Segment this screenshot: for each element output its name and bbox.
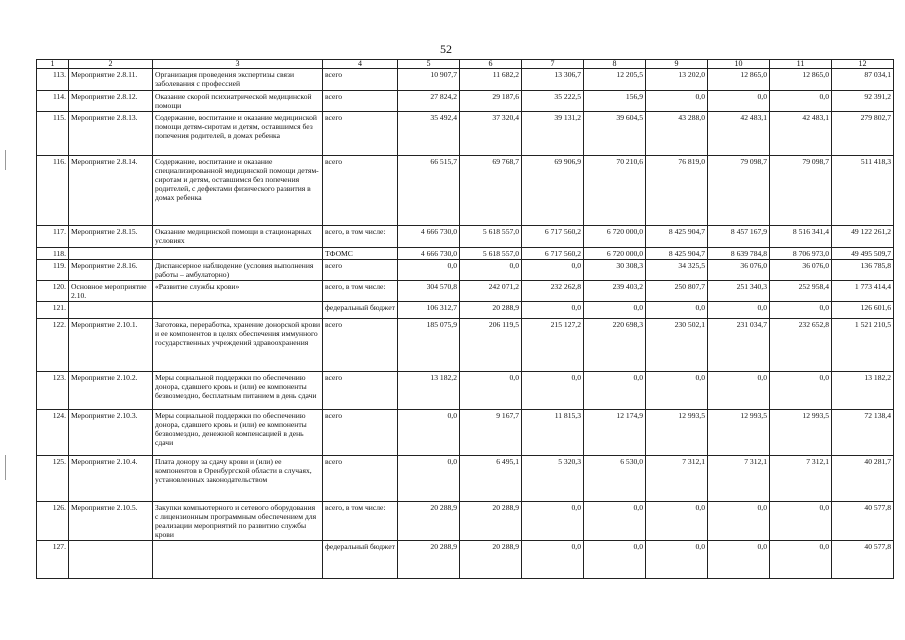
amount-cell: 20 288,9: [460, 302, 522, 319]
amount-cell: 304 570,8: [398, 281, 460, 302]
amount-cell: 40 281,7: [832, 456, 894, 502]
amount-cell: 8 706 973,0: [770, 248, 832, 260]
event-description: Содержание, воспитание и оказание специализированной медицинской помощи детям-сиротам и детям, оставшимся без попечения родителей, с дефектами физического развития в домах ребенка: [153, 156, 323, 226]
event-description: Заготовка, переработка, хранение донорской крови и ее компонентов в целях обеспечения иммунного государственных учреждений здравоохранения: [153, 319, 323, 372]
amount-cell: 9 167,7: [460, 410, 522, 456]
amount-cell: 220 698,3: [584, 319, 646, 372]
row-number: 120.: [37, 281, 69, 302]
event-description: Закупки компьютерного и сетевого оборудования с лицензионным программным обеспечением для реализации мероприятий по развитию службы крови: [153, 502, 323, 541]
amount-cell: 20 288,9: [398, 502, 460, 541]
amount-cell: 0,0: [646, 372, 708, 410]
amount-cell: 20 288,9: [460, 502, 522, 541]
event-name: Мероприятие 2.10.1.: [69, 319, 153, 372]
amount-cell: 43 288,0: [646, 112, 708, 156]
amount-cell: 12 993,5: [646, 410, 708, 456]
amount-cell: 8 516 341,4: [770, 226, 832, 248]
amount-cell: 126 601,6: [832, 302, 894, 319]
event-description: Оказание медицинской помощи в стационарных условиях: [153, 226, 323, 248]
column-header: 8: [584, 60, 646, 69]
event-name: Мероприятие 2.10.3.: [69, 410, 153, 456]
amount-cell: 6 495,1: [460, 456, 522, 502]
event-name: Мероприятие 2.8.14.: [69, 156, 153, 226]
amount-cell: 0,0: [522, 372, 584, 410]
funding-source: всего: [323, 319, 398, 372]
column-number-row: [37, 60, 894, 69]
funding-source: всего: [323, 91, 398, 112]
row-number: 113.: [37, 69, 69, 91]
amount-cell: 39 604,5: [584, 112, 646, 156]
amount-cell: 11 682,2: [460, 69, 522, 91]
funding-source: всего: [323, 410, 398, 456]
funding-source: федеральный бюджет: [323, 541, 398, 579]
amount-cell: 0,0: [646, 541, 708, 579]
amount-cell: 39 131,2: [522, 112, 584, 156]
amount-cell: 239 403,2: [584, 281, 646, 302]
amount-cell: 5 618 557,0: [460, 248, 522, 260]
amount-cell: 36 076,0: [708, 260, 770, 281]
event-description: [153, 302, 323, 319]
table-row: [37, 541, 894, 579]
amount-cell: 5 320,3: [522, 456, 584, 502]
funding-source: всего, в том числе:: [323, 281, 398, 302]
amount-cell: 4 666 730,0: [398, 248, 460, 260]
amount-cell: 0,0: [398, 456, 460, 502]
amount-cell: 0,0: [646, 302, 708, 319]
amount-cell: 12 865,0: [770, 69, 832, 91]
amount-cell: 12 865,0: [708, 69, 770, 91]
amount-cell: 76 819,0: [646, 156, 708, 226]
amount-cell: 40 577,8: [832, 541, 894, 579]
table-row: [37, 302, 894, 319]
funding-source: всего, в том числе:: [323, 502, 398, 541]
amount-cell: 0,0: [522, 502, 584, 541]
amount-cell: 252 958,4: [770, 281, 832, 302]
amount-cell: 5 618 557,0: [460, 226, 522, 248]
funding-source: всего: [323, 372, 398, 410]
amount-cell: 231 034,7: [708, 319, 770, 372]
row-number: 124.: [37, 410, 69, 456]
amount-cell: 13 182,2: [832, 372, 894, 410]
amount-cell: 20 288,9: [460, 541, 522, 579]
amount-cell: 230 502,1: [646, 319, 708, 372]
amount-cell: 20 288,9: [398, 541, 460, 579]
amount-cell: 0,0: [398, 410, 460, 456]
amount-cell: 1 773 414,4: [832, 281, 894, 302]
table-row: [37, 248, 894, 260]
amount-cell: 12 205,5: [584, 69, 646, 91]
table-row: [37, 91, 894, 112]
amount-cell: 6 717 560,2: [522, 248, 584, 260]
amount-cell: 0,0: [646, 502, 708, 541]
amount-cell: 69 906,9: [522, 156, 584, 226]
amount-cell: 0,0: [770, 91, 832, 112]
event-description: [153, 248, 323, 260]
column-header: 2: [69, 60, 153, 69]
amount-cell: 30 308,3: [584, 260, 646, 281]
amount-cell: 12 993,5: [708, 410, 770, 456]
table-row: [37, 319, 894, 372]
amount-cell: 0,0: [646, 91, 708, 112]
amount-cell: 49 122 261,2: [832, 226, 894, 248]
amount-cell: 8 425 904,7: [646, 248, 708, 260]
amount-cell: 7 312,1: [708, 456, 770, 502]
event-description: Меры социальной поддержки по обеспечению донора, сдавшего кровь и (или) ее компоненты безвозмездно, бесплатным питанием в день сдачи: [153, 372, 323, 410]
amount-cell: 0,0: [398, 260, 460, 281]
amount-cell: 13 306,7: [522, 69, 584, 91]
event-name: Мероприятие 2.8.11.: [69, 69, 153, 91]
event-description: Диспансерное наблюдение (условия выполнения работы – амбулаторно): [153, 260, 323, 281]
amount-cell: 251 340,3: [708, 281, 770, 302]
column-header: 6: [460, 60, 522, 69]
row-number: 114.: [37, 91, 69, 112]
event-name: Мероприятие 2.8.12.: [69, 91, 153, 112]
amount-cell: 87 034,1: [832, 69, 894, 91]
amount-cell: 0,0: [708, 302, 770, 319]
column-header: 3: [153, 60, 323, 69]
page-number: 52: [440, 42, 452, 56]
amount-cell: 279 802,7: [832, 112, 894, 156]
amount-cell: 0,0: [522, 541, 584, 579]
amount-cell: 69 768,7: [460, 156, 522, 226]
amount-cell: 10 907,7: [398, 69, 460, 91]
amount-cell: 49 495 509,7: [832, 248, 894, 260]
amount-cell: 0,0: [708, 502, 770, 541]
amount-cell: 242 071,2: [460, 281, 522, 302]
funding-source: всего: [323, 456, 398, 502]
amount-cell: 250 807,7: [646, 281, 708, 302]
amount-cell: 156,9: [584, 91, 646, 112]
funding-source: всего: [323, 112, 398, 156]
funding-source: всего, в том числе:: [323, 226, 398, 248]
event-description: Содержание, воспитание и оказание медицинской помощи детям-сиротам и детям, оставшимся без попечения родителей, в домах ребенка: [153, 112, 323, 156]
column-header: 7: [522, 60, 584, 69]
column-header: 10: [708, 60, 770, 69]
amount-cell: 0,0: [522, 260, 584, 281]
amount-cell: 36 076,0: [770, 260, 832, 281]
amount-cell: 34 325,5: [646, 260, 708, 281]
amount-cell: 11 815,3: [522, 410, 584, 456]
table-row: [37, 112, 894, 156]
margin-mark: [5, 150, 6, 170]
row-number: 116.: [37, 156, 69, 226]
amount-cell: 42 483,1: [770, 112, 832, 156]
table-row: [37, 410, 894, 456]
amount-cell: 6 717 560,2: [522, 226, 584, 248]
amount-cell: 0,0: [770, 541, 832, 579]
table-row: [37, 69, 894, 91]
funding-source: всего: [323, 69, 398, 91]
event-description: Организация проведения экспертизы связи заболевания с профессией: [153, 69, 323, 91]
amount-cell: 106 312,7: [398, 302, 460, 319]
amount-cell: 6 720 000,0: [584, 248, 646, 260]
row-number: 125.: [37, 456, 69, 502]
row-number: 123.: [37, 372, 69, 410]
amount-cell: 232 262,8: [522, 281, 584, 302]
amount-cell: 35 222,5: [522, 91, 584, 112]
amount-cell: 1 521 210,5: [832, 319, 894, 372]
amount-cell: 12 993,5: [770, 410, 832, 456]
row-number: 126.: [37, 502, 69, 541]
amount-cell: 13 202,0: [646, 69, 708, 91]
funding-source: ТФОМС: [323, 248, 398, 260]
amount-cell: 0,0: [460, 372, 522, 410]
column-header: 5: [398, 60, 460, 69]
row-number: 119.: [37, 260, 69, 281]
amount-cell: 0,0: [584, 372, 646, 410]
amount-cell: 0,0: [708, 541, 770, 579]
event-description: Плата донору за сдачу крови и (или) ее компонентов в Оренбургской области в случаях, установленных законодательством: [153, 456, 323, 502]
table-row: [37, 502, 894, 541]
amount-cell: 0,0: [584, 302, 646, 319]
amount-cell: 13 182,2: [398, 372, 460, 410]
amount-cell: 215 127,2: [522, 319, 584, 372]
budget-table: [36, 59, 894, 579]
table-row: [37, 226, 894, 248]
table-row: [37, 281, 894, 302]
column-header: 4: [323, 60, 398, 69]
amount-cell: 6 720 000,0: [584, 226, 646, 248]
column-header: 11: [770, 60, 832, 69]
event-description: Оказание скорой психиатрической медицинской помощи: [153, 91, 323, 112]
event-description: Меры социальной поддержки по обеспечению донора, сдавшего кровь и (или) ее компоненты безвозмездно, денежной компенсацией в день сдачи: [153, 410, 323, 456]
row-number: 115.: [37, 112, 69, 156]
amount-cell: 66 515,7: [398, 156, 460, 226]
amount-cell: 79 098,7: [708, 156, 770, 226]
amount-cell: 79 098,7: [770, 156, 832, 226]
amount-cell: 7 312,1: [770, 456, 832, 502]
amount-cell: 206 119,5: [460, 319, 522, 372]
event-name: [69, 302, 153, 319]
amount-cell: 40 577,8: [832, 502, 894, 541]
amount-cell: 4 666 730,0: [398, 226, 460, 248]
event-name: [69, 248, 153, 260]
amount-cell: 0,0: [708, 372, 770, 410]
event-name: Мероприятие 2.8.16.: [69, 260, 153, 281]
amount-cell: 27 824,2: [398, 91, 460, 112]
amount-cell: 92 391,2: [832, 91, 894, 112]
amount-cell: 6 530,0: [584, 456, 646, 502]
amount-cell: 8 639 784,8: [708, 248, 770, 260]
amount-cell: 185 075,9: [398, 319, 460, 372]
table-row: [37, 260, 894, 281]
amount-cell: 8 457 167,9: [708, 226, 770, 248]
row-number: 122.: [37, 319, 69, 372]
amount-cell: 8 425 904,7: [646, 226, 708, 248]
table-row: [37, 372, 894, 410]
row-number: 117.: [37, 226, 69, 248]
funding-source: федеральный бюджет: [323, 302, 398, 319]
amount-cell: 42 483,1: [708, 112, 770, 156]
amount-cell: 0,0: [584, 541, 646, 579]
amount-cell: 136 785,8: [832, 260, 894, 281]
event-name: Мероприятие 2.10.2.: [69, 372, 153, 410]
event-description: [153, 541, 323, 579]
row-number: 118.: [37, 248, 69, 260]
event-name: Основное мероприятие 2.10.: [69, 281, 153, 302]
amount-cell: 0,0: [770, 502, 832, 541]
amount-cell: 12 174,9: [584, 410, 646, 456]
event-name: Мероприятие 2.10.5.: [69, 502, 153, 541]
amount-cell: 0,0: [770, 372, 832, 410]
row-number: 127.: [37, 541, 69, 579]
column-header: 12: [832, 60, 894, 69]
amount-cell: 37 320,4: [460, 112, 522, 156]
column-header: 1: [37, 60, 69, 69]
amount-cell: 70 210,6: [584, 156, 646, 226]
event-description: «Развитие службы крови»: [153, 281, 323, 302]
amount-cell: 511 418,3: [832, 156, 894, 226]
event-name: Мероприятие 2.10.4.: [69, 456, 153, 502]
row-number: 121.: [37, 302, 69, 319]
amount-cell: 0,0: [460, 260, 522, 281]
amount-cell: 7 312,1: [646, 456, 708, 502]
amount-cell: 0,0: [584, 502, 646, 541]
amount-cell: 72 138,4: [832, 410, 894, 456]
event-name: Мероприятие 2.8.15.: [69, 226, 153, 248]
event-name: Мероприятие 2.8.13.: [69, 112, 153, 156]
column-header: 9: [646, 60, 708, 69]
amount-cell: 0,0: [522, 302, 584, 319]
amount-cell: 29 187,6: [460, 91, 522, 112]
funding-source: всего: [323, 260, 398, 281]
funding-source: всего: [323, 156, 398, 226]
amount-cell: 35 492,4: [398, 112, 460, 156]
table-row: [37, 156, 894, 226]
table-body: [37, 60, 894, 579]
table-row: [37, 456, 894, 502]
amount-cell: 232 652,8: [770, 319, 832, 372]
amount-cell: 0,0: [770, 302, 832, 319]
amount-cell: 0,0: [708, 91, 770, 112]
margin-mark: [5, 455, 6, 480]
event-name: [69, 541, 153, 579]
